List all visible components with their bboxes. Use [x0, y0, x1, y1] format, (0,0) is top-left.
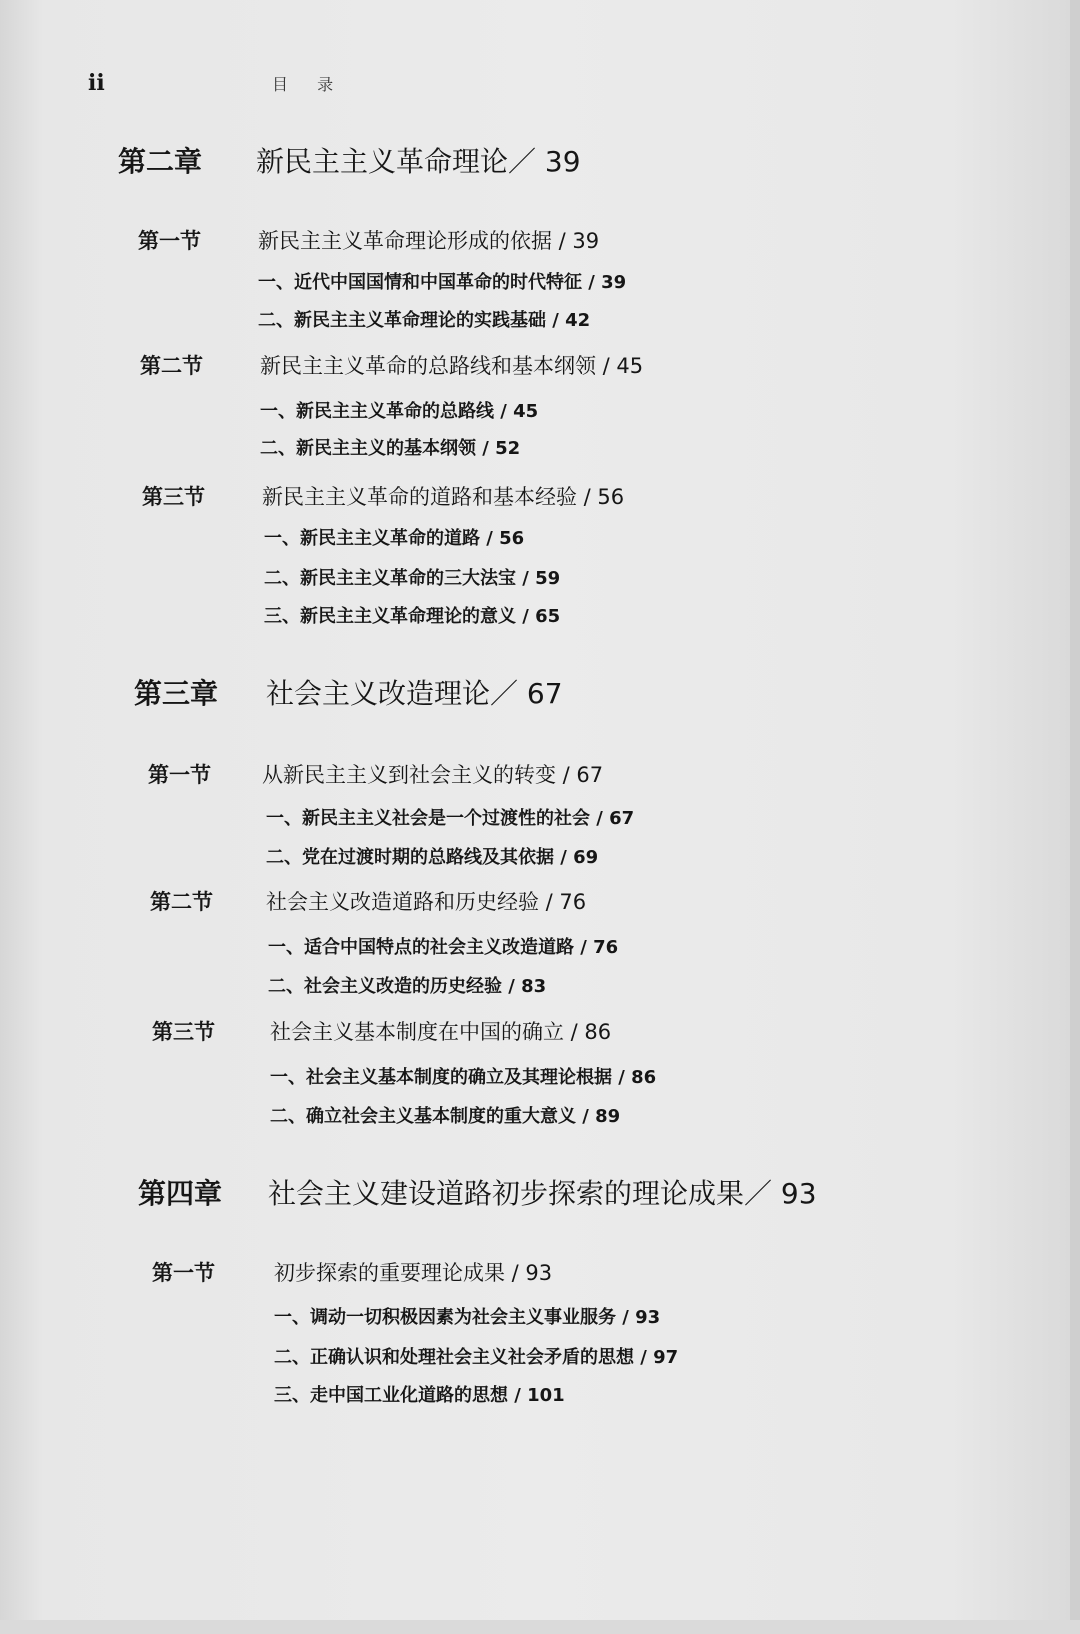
- toc-item: 一、新民主主义革命的总路线 / 45: [260, 401, 539, 422]
- toc-section: [152, 1016, 852, 1046]
- toc-item: 一、新民主主义社会是一个过渡性的社会 / 67: [266, 808, 635, 829]
- toc-item: 二、新民主主义的基本纲领 / 52: [260, 438, 521, 459]
- toc-item: 一、调动一切积极因素为社会主义事业服务 / 93: [274, 1307, 661, 1328]
- toc-item: 二、确立社会主义基本制度的重大意义 / 89: [270, 1106, 621, 1127]
- chapter-label: 第二章: [118, 145, 203, 178]
- page-edge-shadow: [1070, 0, 1080, 1634]
- section-label: 第一节: [148, 763, 211, 787]
- chapter-title: 新民主主义革命理论／ 39: [256, 145, 581, 178]
- toc-section: [138, 225, 838, 255]
- toc-section: [140, 350, 840, 380]
- toc-section: [152, 1257, 852, 1287]
- toc-item: 二、新民主主义革命理论的实践基础 / 42: [258, 310, 591, 331]
- toc-section: [142, 481, 842, 511]
- toc-chapter: [138, 1172, 858, 1212]
- section-label: 第一节: [152, 1261, 215, 1285]
- toc-item: 三、走中国工业化道路的思想 / 101: [274, 1385, 565, 1406]
- toc-item: 三、新民主主义革命理论的意义 / 65: [264, 606, 561, 627]
- page-bottom-edge: [0, 1620, 1080, 1634]
- toc-item: 一、近代中国国情和中国革命的时代特征 / 39: [258, 272, 627, 293]
- section-title: 新民主主义革命的总路线和基本纲领 / 45: [260, 354, 644, 378]
- section-label: 第三节: [152, 1020, 215, 1044]
- toc-chapter: [134, 672, 694, 712]
- section-label: 第一节: [138, 229, 201, 253]
- running-header-title: 目 录: [272, 75, 346, 94]
- section-title: 初步探索的重要理论成果 / 93: [274, 1261, 553, 1285]
- chapter-title: 社会主义建设道路初步探索的理论成果／ 93: [268, 1177, 817, 1210]
- section-label: 第二节: [140, 354, 203, 378]
- chapter-title: 社会主义改造理论／ 67: [266, 677, 563, 710]
- section-title: 社会主义基本制度在中国的确立 / 86: [270, 1020, 612, 1044]
- chapter-label: 第四章: [138, 1177, 223, 1210]
- toc-item: 一、新民主主义革命的道路 / 56: [264, 528, 525, 549]
- toc-section: [148, 759, 848, 789]
- section-title: 从新民主主义到社会主义的转变 / 67: [262, 763, 604, 787]
- toc-item: 一、社会主义基本制度的确立及其理论根据 / 86: [270, 1067, 657, 1088]
- page-number: ii: [88, 70, 105, 96]
- toc-item: 二、正确认识和处理社会主义社会矛盾的思想 / 97: [274, 1347, 679, 1368]
- toc-item: 二、党在过渡时期的总路线及其依据 / 69: [266, 847, 599, 868]
- toc-item: 一、适合中国特点的社会主义改造道路 / 76: [268, 937, 619, 958]
- chapter-label: 第三章: [134, 677, 219, 710]
- section-title: 新民主主义革命的道路和基本经验 / 56: [262, 485, 625, 509]
- toc-item: 二、社会主义改造的历史经验 / 83: [268, 976, 547, 997]
- section-label: 第二节: [150, 890, 213, 914]
- section-title: 新民主主义革命理论形成的依据 / 39: [258, 229, 600, 253]
- toc-item: 二、新民主主义革命的三大法宝 / 59: [264, 568, 561, 589]
- section-title: 社会主义改造道路和历史经验 / 76: [266, 890, 587, 914]
- toc-chapter: [118, 140, 678, 180]
- toc-section: [150, 886, 850, 916]
- section-label: 第三节: [142, 485, 205, 509]
